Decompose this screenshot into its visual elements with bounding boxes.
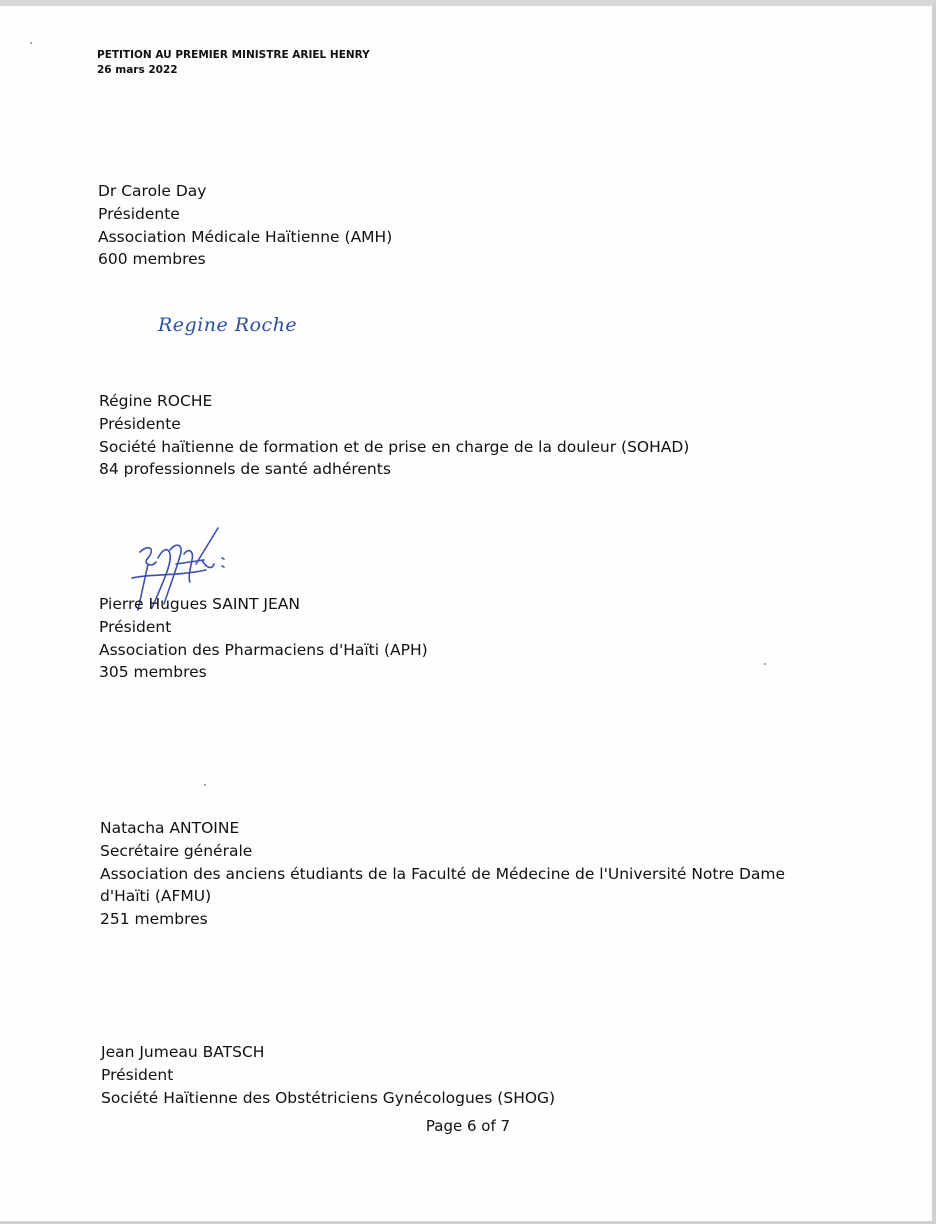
signatory-name: Régine ROCHE — [99, 392, 213, 410]
signatory-name: Pierre Hugues SAINT JEAN — [99, 595, 300, 613]
signatory-role: Président — [101, 1065, 174, 1084]
petition-title: PETITION AU PREMIER MINISTRE ARIEL HENRY — [97, 49, 370, 61]
signatory-organization: Association des Pharmaciens d'Haïti (APH) — [99, 640, 428, 659]
signatory-block-sohad — [99, 390, 689, 481]
signatory-organization: Société Haïtienne des Obstétriciens Gynécologues (SHOG) — [101, 1088, 556, 1107]
scan-speck — [764, 663, 766, 665]
petition-date: 26 mars 2022 — [97, 64, 178, 76]
signatory-role: Président — [99, 617, 172, 636]
scan-speck — [204, 784, 206, 786]
handwritten-signature-regine-roche: Regine Roche — [158, 314, 298, 336]
signatory-block-afmu — [100, 817, 830, 931]
signatory-organization: Association Médicale Haïtienne (AMH) — [98, 227, 393, 246]
signatory-role: Présidente — [99, 414, 181, 433]
signatory-name: Dr Carole Day — [98, 182, 207, 200]
signatory-role: Secrétaire générale — [100, 841, 253, 860]
signatory-name: Jean Jumeau BATSCH — [101, 1043, 265, 1061]
signatory-members: 84 professionnels de santé adhérents — [99, 460, 391, 479]
signatory-role: Présidente — [98, 204, 180, 223]
signatory-organization: Société haïtienne de formation et de prise en charge de la douleur (SOHAD) — [99, 437, 690, 456]
signatory-block-aph — [99, 593, 428, 684]
signatory-members: 251 membres — [100, 910, 208, 929]
signatory-members: 305 membres — [99, 663, 207, 682]
document-header — [97, 48, 370, 78]
page-number: Page 6 of 7 — [425, 1117, 511, 1135]
scan-speck — [30, 42, 32, 44]
signatory-block-shog — [101, 1041, 555, 1109]
signatory-block-amh — [98, 180, 392, 271]
signatory-organization: Association des anciens étudiants de la Faculté de Médecine de l'Université Notre Dame d'Haïti (AFMU) — [100, 864, 786, 906]
signatory-name: Natacha ANTOINE — [100, 819, 240, 837]
signatory-members: 600 membres — [98, 250, 206, 269]
